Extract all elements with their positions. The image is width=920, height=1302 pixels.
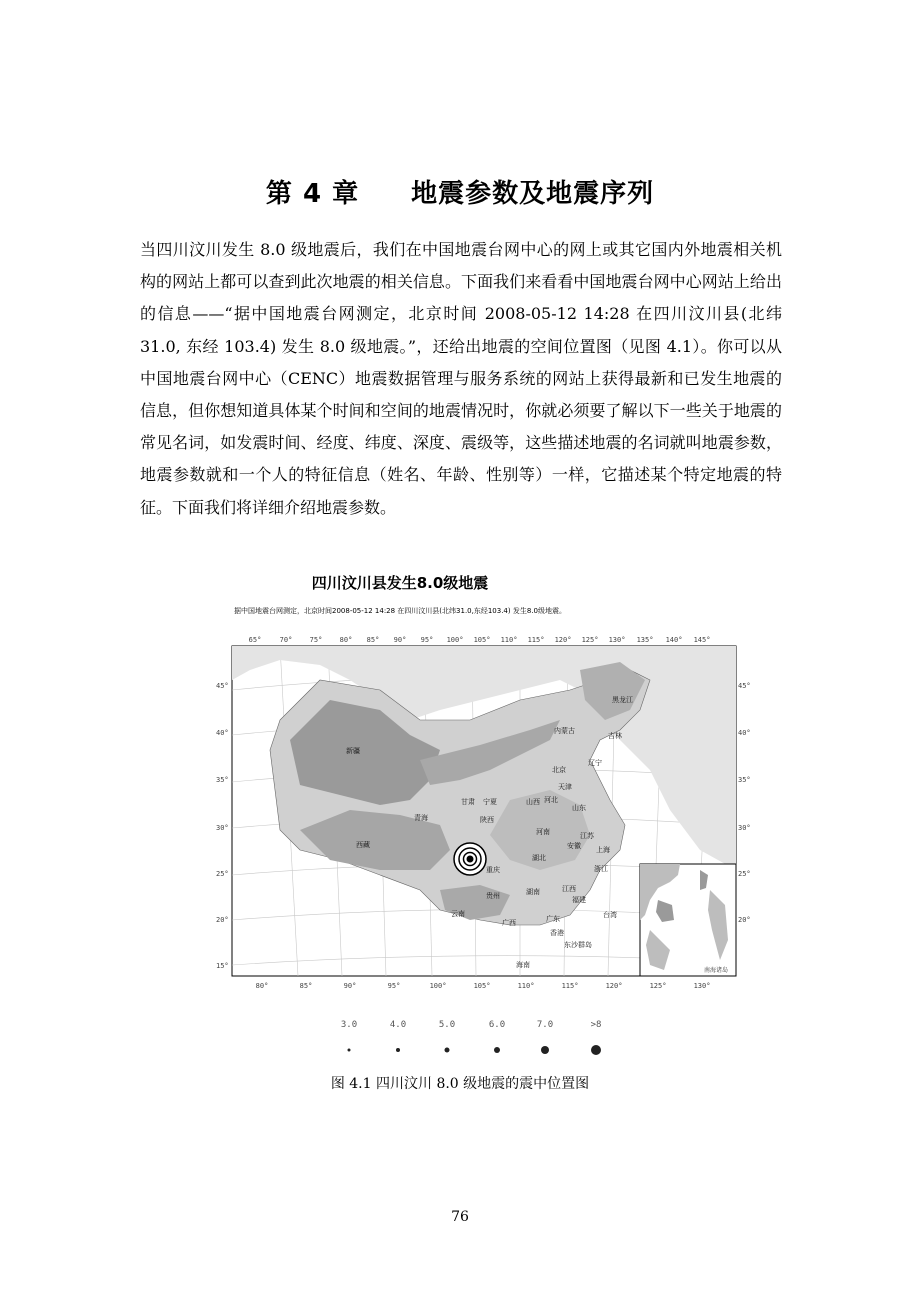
province-label: 内蒙古 — [554, 727, 575, 735]
lat-label-left: 25° — [216, 870, 229, 878]
province-label: 甘肃 — [461, 798, 475, 806]
body-paragraph: 当四川汶川发生 8.0 级地震后，我们在中国地震台网中心的网上或其它国内外地震相关机构的网站上都可以查到此次地震的相关信息。下面我们来看看中国地震台网中心网站上给出的信息——“据中国地震台网测定，北京时间 2008-05-12 14:28 在四川汶川县(北纬 31.0, 东经 103.4) 发生 8.0 级地震。”，还给出地震的空间位置图（见图 4.1）。你可以从中国地震台网中心（CENC）地震数据管理与服务系统的网站上获得最新和已发生地震的信息，但你想知道具体某个时间和空间的地震情况时，你就必须要了解以下一些关于地震的常见名词，如发震时间、经度、纬度、深度、震级等，这些描述地震的名词就叫地震参数，地震参数就和一个人的特征信息（姓名、年龄、性别等）一样，它描述某个特定地震的特征。下面我们将详细介绍地震参数。 — [140, 240, 782, 517]
province-label: 山东 — [572, 804, 586, 812]
province-label: 台湾 — [603, 911, 617, 919]
lon-label: 130° — [608, 636, 626, 644]
chapter-number: 第 4 章 — [265, 179, 360, 210]
epicenter-map-figure — [180, 570, 751, 1040]
lon-label: 80° — [255, 982, 269, 990]
chapter-name: 地震参数及地震序列 — [411, 179, 655, 210]
lon-label: 105° — [473, 636, 491, 644]
lon-label: 130° — [693, 982, 711, 990]
lat-label-left: 40° — [216, 729, 229, 737]
lon-label: 85° — [299, 982, 313, 990]
lat-label-left: 35° — [216, 776, 229, 784]
lat-label-right: 45° — [738, 682, 751, 690]
lon-label: 110° — [517, 982, 535, 990]
province-label: 贵州 — [486, 892, 500, 900]
magnitude-label: 6.0 — [488, 1020, 506, 1030]
lon-label: 100° — [429, 982, 447, 990]
bottom-longitude-labels — [256, 982, 711, 990]
province-label: 河南 — [536, 828, 550, 836]
lon-label: 65° — [248, 636, 262, 644]
lon-label: 115° — [561, 982, 579, 990]
province-label: 天津 — [558, 783, 572, 791]
magnitude-label: >8 — [590, 1020, 602, 1030]
province-label: 河北 — [544, 796, 558, 804]
magnitude-dot — [494, 1047, 500, 1053]
lon-label: 100° — [446, 636, 464, 644]
province-label: 湖北 — [532, 854, 546, 862]
lon-label: 95° — [420, 636, 434, 644]
magnitude-label: 7.0 — [536, 1020, 554, 1030]
province-label: 海南 — [516, 961, 530, 969]
lat-label-right: 20° — [738, 916, 751, 924]
province-label: 宁夏 — [483, 798, 497, 806]
magnitude-dot — [591, 1045, 601, 1055]
province-label: 东沙群岛 — [564, 941, 592, 949]
lon-label: 70° — [279, 636, 293, 644]
magnitude-label: 5.0 — [438, 1020, 456, 1030]
province-label: 青海 — [414, 814, 428, 822]
lon-label: 125° — [581, 636, 599, 644]
lat-label-right: 25° — [738, 870, 751, 878]
magnitude-dot — [348, 1049, 351, 1052]
lon-label: 75° — [309, 636, 323, 644]
province-label: 西藏 — [356, 841, 370, 849]
magnitude-dot — [396, 1048, 400, 1052]
magnitude-dot — [541, 1046, 549, 1054]
province-label: 云南 — [451, 910, 465, 918]
lon-label: 140° — [665, 636, 683, 644]
map-subtitle: 据中国地震台网测定，北京时间2008-05-12 14:28 在四川汶川县(北纬31.0,东经103.4) 发生8.0级地震。 — [234, 607, 566, 615]
lat-label-right: 30° — [738, 824, 751, 832]
top-longitude-labels — [249, 636, 711, 644]
province-label: 江苏 — [580, 832, 594, 840]
lon-label: 110° — [500, 636, 518, 644]
province-label: 江西 — [562, 885, 576, 893]
lon-label: 120° — [554, 636, 572, 644]
magnitude-label: 4.0 — [389, 1020, 407, 1030]
lon-label: 90° — [393, 636, 407, 644]
lat-label-left: 20° — [216, 916, 229, 924]
lat-label-right: 35° — [738, 776, 751, 784]
map-title: 四川汶川县发生8.0级地震 — [311, 574, 489, 592]
figure-caption: 图 4.1 四川汶川 8.0 级地震的震中位置图 — [330, 1076, 590, 1092]
province-label: 广西 — [502, 919, 516, 927]
lat-label-left: 30° — [216, 824, 229, 832]
province-label: 吉林 — [608, 732, 622, 740]
lat-label-left: 45° — [216, 682, 229, 690]
province-label: 上海 — [596, 846, 610, 854]
chapter-title — [0, 173, 920, 210]
province-label: 辽宁 — [588, 759, 602, 767]
province-label: 香港 — [550, 929, 564, 937]
province-label: 山西 — [526, 798, 540, 806]
epicenter-marker — [454, 843, 486, 875]
lon-label: 145° — [693, 636, 711, 644]
lon-label: 105° — [473, 982, 491, 990]
province-label: 重庆 — [486, 866, 500, 874]
lon-label: 120° — [605, 982, 623, 990]
province-label: 安徽 — [567, 842, 581, 850]
lon-label: 115° — [527, 636, 545, 644]
lon-label: 80° — [339, 636, 353, 644]
lon-label: 125° — [649, 982, 667, 990]
lon-label: 135° — [636, 636, 654, 644]
inset-label: 南海诸岛 — [703, 967, 728, 974]
south-china-sea-inset — [640, 864, 736, 976]
lat-label-right: 40° — [738, 729, 751, 737]
page-number: 76 — [451, 1209, 469, 1225]
province-label: 浙江 — [594, 865, 608, 873]
lon-label: 90° — [343, 982, 357, 990]
province-label: 黑龙江 — [612, 696, 633, 704]
province-label: 北京 — [552, 766, 566, 774]
province-label: 湖南 — [526, 888, 540, 896]
lat-label-left: 15° — [216, 962, 229, 970]
lon-label: 95° — [387, 982, 401, 990]
province-label: 陕西 — [480, 816, 494, 824]
province-label: 广东 — [546, 915, 560, 923]
province-label: 新疆 — [346, 747, 360, 755]
magnitude-dot — [445, 1048, 450, 1053]
lon-label: 85° — [366, 636, 380, 644]
province-label: 福建 — [572, 896, 586, 904]
magnitude-label: 3.0 — [340, 1020, 358, 1030]
